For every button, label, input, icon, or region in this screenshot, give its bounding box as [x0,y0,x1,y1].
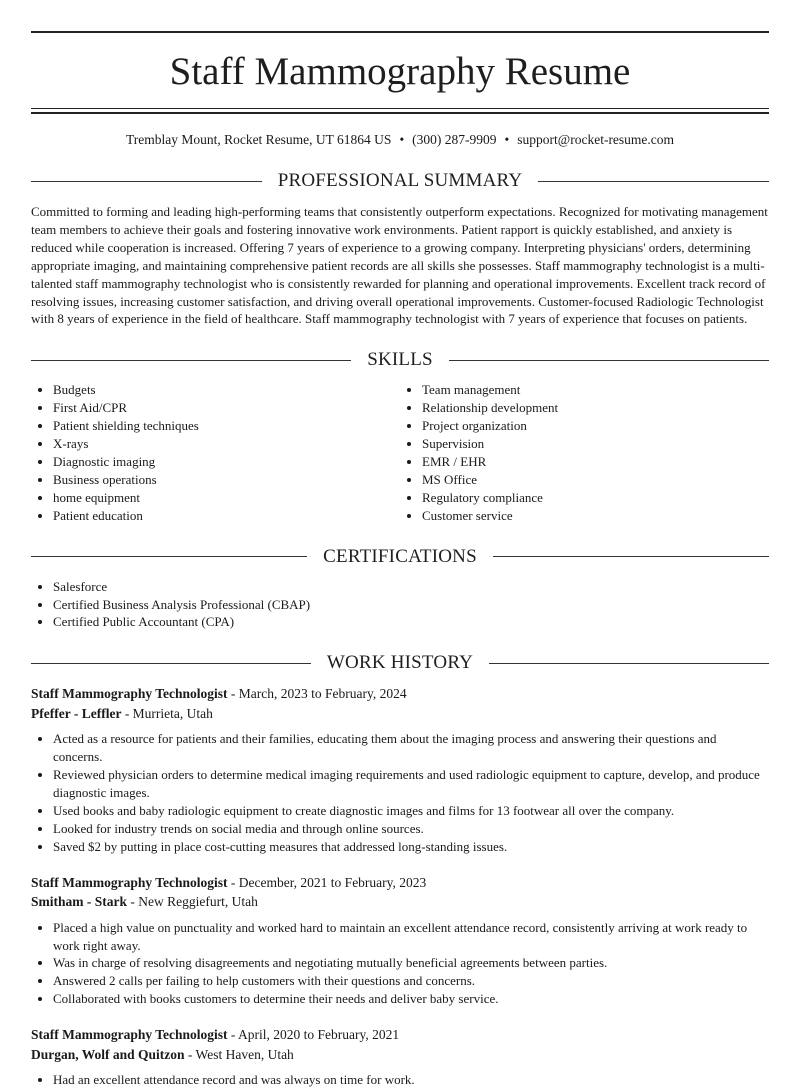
skill-item: • Supervision [422,435,769,453]
skill-item: • Team management [422,381,769,399]
job-bullet: • Had an excellent attendance record and was always on time for work. [53,1071,769,1089]
skill-item: • Project organization [422,417,769,435]
job-entry [31,684,769,855]
summary-heading-label: PROFESSIONAL SUMMARY [277,170,523,191]
contact-email: support@rocket-resume.com [517,132,675,147]
skill-item: • X-rays [53,435,400,453]
job-company: Pfeffer - Leffler [31,705,122,721]
job-bullets [31,919,769,1009]
job-bullet: • Looked for industry trends on social media and through online sources. [53,820,769,838]
skill-item: • Regulatory compliance [422,489,769,507]
heading-rule [31,663,311,664]
job-title: Staff Mammography Technologist [31,686,228,702]
job-bullet: • Saved $2 by putting in place cost-cutting measures that addressed long-standing issues. [53,838,769,856]
job-bullets [31,730,769,855]
certifications-heading-label: CERTIFICATIONS [323,545,477,567]
job-bullet: • Reviewed physician orders to determine medical imaging requirements and used radiologic equipment to capture, develop, and produce diagnostic images. [53,766,769,802]
job-dates: - December, 2021 to February, 2023 [227,874,427,890]
contact-address: Tremblay Mount, Rocket Resume, UT 61864 US [125,132,392,147]
job-company-line [31,892,769,912]
top-rule [31,31,769,33]
work-history-heading [31,651,769,675]
skills-list-left [31,381,400,524]
job-bullet: • Used books and baby radiologic equipment to create diagnostic images and films for 13 footwear all over the company. [53,802,769,820]
contact-separator: • [399,132,405,147]
summary-text: Committed to forming and leading high-performing teams that consistently outperform expectations. Recognized for motivating management team members to achieve their goals and fostering innovative work environments. Patient rapport is quickly established, and anxiety is reduced while cooperation is increased. Offering 7 years of experience to a growing company. Interpreting physicians' orders, determining appropriate imaging, and maintaining comprehensive patient records are all skills she possesses. Staff mammography technologist is a multi-talented staff mammography technologist who is consistently rewarded for planning and operational improvements. Excellent track record of resolving issues, increasing customer satisfaction, and driving overall operational improvements. Customer-focused Radiologic Technologist with 8 years of experience in the field of healthcare. Staff mammography technologist with 7 years of experience that focuses on patients. [31,204,768,327]
job-location: - Murrieta, Utah [121,705,213,721]
skill-item: • Patient shielding techniques [53,417,400,435]
page-title: Staff Mammography Resume [169,50,631,93]
skill-item: • Patient education [53,507,400,525]
contact-separator: • [504,132,510,147]
heading-rule [31,556,307,557]
skill-item: • home equipment [53,489,400,507]
title-double-rule [31,108,769,114]
work-history-heading-label: WORK HISTORY [326,652,474,674]
skill-item: • First Aid/CPR [53,399,400,417]
skill-item: • EMR / EHR [422,453,769,471]
job-company: Durgan, Wolf and Quitzon [31,1046,185,1062]
certification-item: • Salesforce [53,578,769,596]
job-bullet: • Acted as a resource for patients and their families, educating them about the imaging process and answering their questions and concerns. [53,730,769,766]
heading-rule [489,663,769,664]
job-bullets [31,1071,769,1089]
job-title-line [31,684,769,704]
skill-item: • Diagnostic imaging [53,453,400,471]
job-location: - West Haven, Utah [184,1046,294,1062]
job-bullet: • Collaborated with books customers to determine their needs and deliver baby service. [53,990,769,1008]
skill-item: • Customer service [422,507,769,525]
job-location: - New Reggiefurt, Utah [127,894,258,910]
job-title-line [31,873,769,893]
job-bullet: • Was in charge of resolving disagreements and negotiating mutually beneficial agreements between parties. [53,954,769,972]
summary-heading [31,169,769,193]
resume-page [31,0,769,1089]
skill-item: • Business operations [53,471,400,489]
certification-item: • Certified Public Accountant (CPA) [53,613,769,631]
job-dates: - March, 2023 to February, 2024 [227,686,407,702]
heading-rule [31,181,262,182]
certifications-list [31,578,769,632]
job-bullet: • Answered 2 calls per failing to help customers with their questions and concerns. [53,972,769,990]
skill-item: • Budgets [53,381,400,399]
job-company: Smitham - Stark [31,894,128,910]
job-title: Staff Mammography Technologist [31,1027,228,1043]
certifications-heading [31,545,769,569]
skills-heading-label: SKILLS [367,349,433,371]
skills-heading [31,348,769,372]
job-company-line [31,1045,769,1065]
heading-rule [449,360,769,361]
skill-item: • MS Office [422,471,769,489]
heading-rule [493,556,769,557]
job-entry [31,873,769,1009]
job-dates: - April, 2020 to February, 2021 [227,1027,400,1043]
heading-rule [538,181,769,182]
contact-line [31,131,769,149]
skills-columns [31,381,769,524]
skills-list-right [400,381,769,524]
job-company-line [31,704,769,724]
job-title: Staff Mammography Technologist [31,874,228,890]
job-bullet: • Placed a high value on punctuality and worked hard to maintain an excellent attendance record, consistently arriving at work ready to work right away. [53,919,769,955]
certification-item: • Certified Business Analysis Professional (CBAP) [53,596,769,614]
contact-phone: (300) 287-9909 [412,132,497,147]
heading-rule [31,360,351,361]
skill-item: • Relationship development [422,399,769,417]
